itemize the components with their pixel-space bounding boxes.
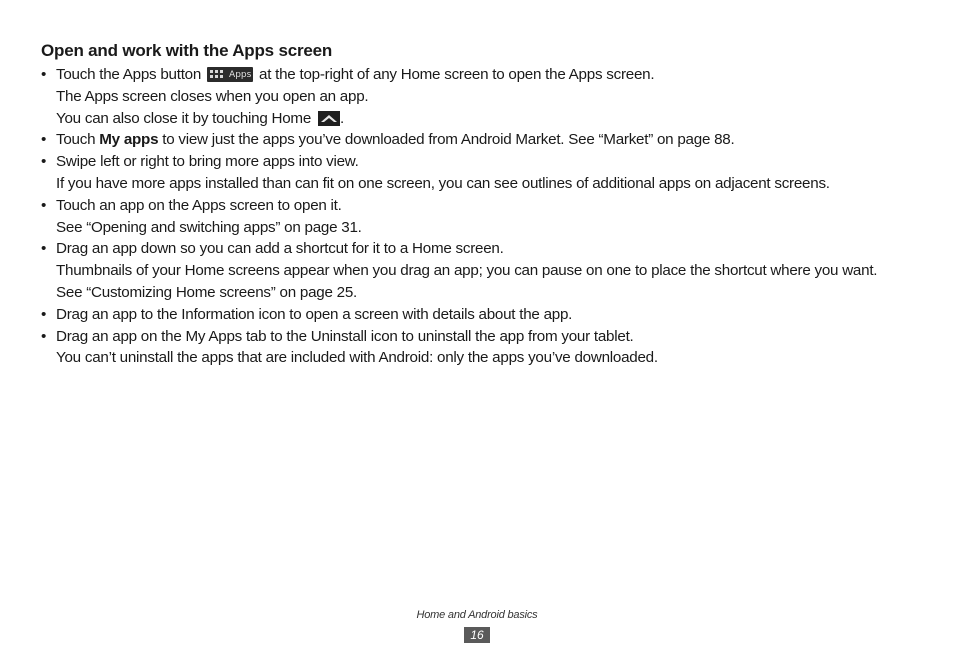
list-item (41, 326, 911, 370)
bullet: • (41, 327, 47, 345)
list-item (41, 64, 911, 129)
apps-button-icon (207, 67, 253, 82)
list-item-line: You can’t uninstall the apps that are included with Android: only the apps you’ve downloaded. (56, 349, 658, 367)
instruction-list (41, 64, 911, 369)
home-icon (318, 111, 340, 126)
page-content (41, 40, 911, 369)
list-item (41, 304, 911, 326)
section-heading: Open and work with the Apps screen (41, 41, 333, 60)
list-item-line: The Apps screen closes when you open an app. (56, 87, 369, 105)
bullet: • (41, 153, 47, 171)
bullet: • (41, 196, 47, 214)
bullet: • (41, 66, 47, 83)
list-item-line: Drag an app to the Information icon to open a screen with details about the app. (56, 305, 573, 323)
list-item-line: Touch an app on the Apps screen to open it. (56, 196, 342, 214)
page-number-badge: 16 (464, 627, 490, 643)
footer-section-title: Home and Android basics (416, 609, 538, 621)
list-item (41, 129, 911, 151)
list-item-line: See “Opening and switching apps” on page 31. (56, 218, 362, 236)
list-item (41, 238, 911, 303)
list-item-line: Touch My apps to view just the apps you’ve downloaded from Android Market. See “Market” on page 88. (56, 131, 735, 149)
list-item-line: Thumbnails of your Home screens appear when you drag an app; you can pause on one to place the shortcut where you want. (56, 262, 878, 280)
list-item-line: If you have more apps installed than can fit on one screen, you can see outlines of additional apps on adjacent screens. (56, 174, 830, 192)
list-item-line: Touch the Apps button Apps at the top-right of any Home screen to open the Apps screen. (56, 66, 655, 83)
bullet: • (41, 305, 47, 323)
list-item (41, 195, 911, 239)
bullet: • (41, 240, 47, 258)
apps-grid-icon (210, 70, 226, 79)
list-item-line: Drag an app on the My Apps tab to the Uninstall icon to uninstall the app from your tablet. (56, 327, 634, 345)
list-item-line: Swipe left or right to bring more apps into view. (56, 153, 359, 171)
list-item-line: You can also close it by touching Home . (56, 109, 344, 127)
my-apps-term: My apps (99, 131, 159, 149)
list-item-line: Drag an app down so you can add a shortcut for it to a Home screen. (56, 240, 504, 258)
bullet: • (41, 131, 47, 149)
list-item-line: See “Customizing Home screens” on page 25. (56, 283, 357, 301)
apps-button-label: Apps (229, 70, 252, 80)
list-item (41, 151, 911, 195)
